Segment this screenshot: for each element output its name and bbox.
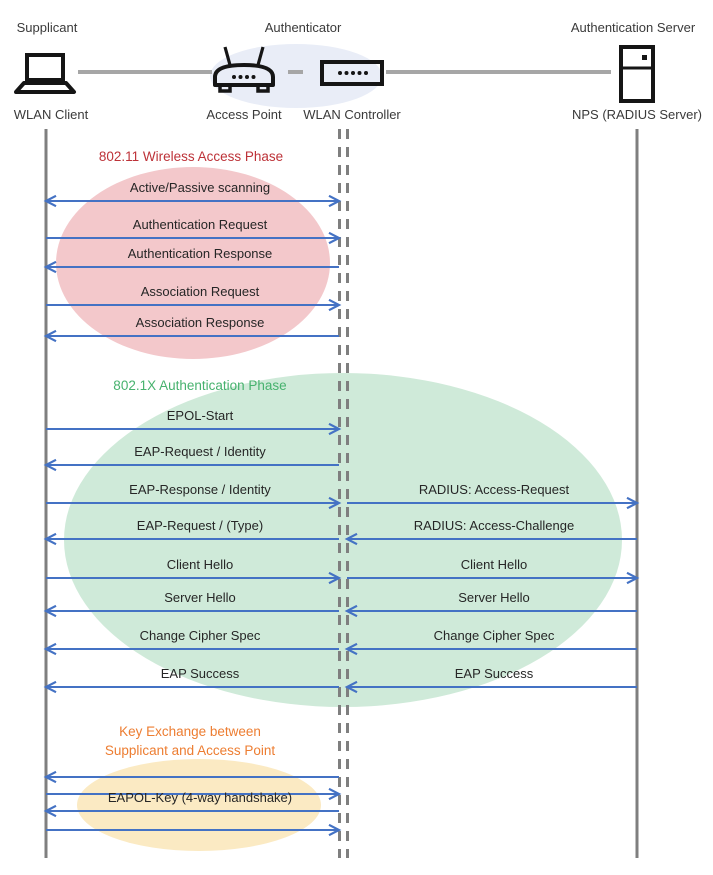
phase-ellipse-2	[77, 759, 321, 851]
message-label: RADIUS: Access-Request	[418, 482, 570, 497]
message-label: Server Hello	[164, 590, 236, 605]
access-point-icon	[210, 44, 278, 101]
phase-title: 802.1X Authentication Phase	[113, 378, 287, 393]
message-label: Change Cipher Spec	[433, 628, 555, 643]
device-label-wlan-client: WLAN Client	[13, 107, 89, 122]
phase-ellipse-0	[56, 167, 330, 359]
message-label: EAP Success	[160, 666, 240, 681]
message-label: EAPOL-Key (4-way handshake)	[107, 790, 293, 805]
device-label-nps-radius: NPS (RADIUS Server)	[571, 107, 703, 122]
device-label-access-point: Access Point	[206, 107, 282, 122]
message-label: EAP-Response / Identity	[129, 482, 271, 497]
wlan-controller-icon	[320, 60, 384, 91]
role-label-authentication-server: Authentication Server	[570, 20, 696, 35]
device-label-wlan-controller: WLAN Controller	[303, 107, 401, 122]
message-label: EAP-Request / Identity	[134, 444, 266, 459]
message-label: Client Hello	[460, 557, 528, 572]
role-label-authenticator: Authenticator	[264, 20, 342, 35]
role-label-supplicant: Supplicant	[16, 20, 78, 35]
phase-title: Supplicant and Access Point	[104, 743, 276, 758]
message-label: Authentication Request	[132, 217, 268, 232]
message-label: Association Request	[140, 284, 260, 299]
phase-title: 802.11 Wireless Access Phase	[98, 149, 284, 164]
phase-title: Key Exchange between	[119, 724, 261, 739]
message-label: Server Hello	[458, 590, 530, 605]
message-label: Change Cipher Spec	[139, 628, 261, 643]
message-label: EPOL-Start	[166, 408, 234, 423]
message-label: Authentication Response	[127, 246, 273, 261]
laptop-icon	[10, 52, 80, 101]
message-label: Client Hello	[166, 557, 234, 572]
message-label: Active/Passive scanning	[129, 180, 271, 195]
message-label: EAP-Request / (Type)	[136, 518, 264, 533]
server-icon	[619, 45, 655, 108]
message-label: EAP Success	[454, 666, 534, 681]
message-label: RADIUS: Access-Challenge	[413, 518, 575, 533]
message-label: Association Response	[135, 315, 265, 330]
